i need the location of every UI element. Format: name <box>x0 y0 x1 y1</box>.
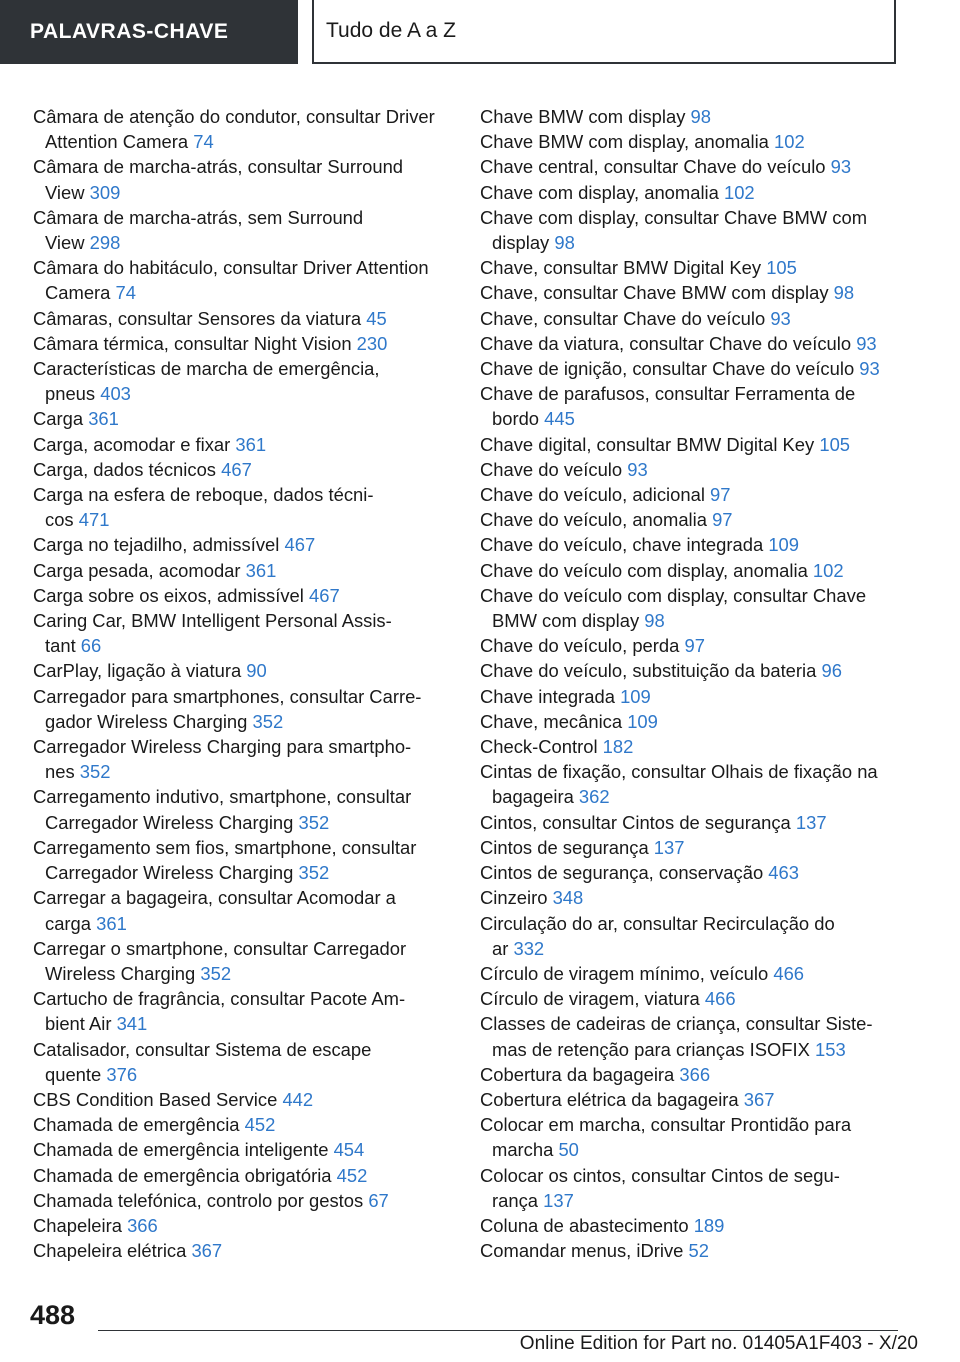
page-reference-link[interactable]: 137 <box>795 811 827 833</box>
index-entry <box>33 936 463 986</box>
index-entry-text: Catalisador, consultar Sistema de escape quente <box>33 1038 372 1085</box>
page-reference-link[interactable]: 309 <box>89 181 121 203</box>
index-entry-text: Chapeleira <box>33 1214 128 1236</box>
index-entry <box>480 860 910 885</box>
index-entry <box>480 986 910 1011</box>
page-reference-link[interactable]: 97 <box>712 509 733 531</box>
index-entry <box>33 1112 463 1137</box>
index-entry <box>480 709 910 734</box>
index-entry-text: Câmara térmica, consultar Night Vision <box>33 332 357 354</box>
index-entry-text: Chave do veículo <box>480 458 628 480</box>
index-entry <box>33 835 463 885</box>
index-entry-text: Comandar menus, iDrive <box>480 1240 689 1262</box>
index-entry <box>480 583 910 633</box>
index-entry-text: CBS Condition Based Service <box>33 1088 283 1110</box>
page-reference-link[interactable]: 466 <box>704 988 736 1010</box>
page-reference-link[interactable]: 230 <box>356 332 388 354</box>
index-entry-text: Câmara de marcha-atrás, sem Surround View <box>33 206 364 254</box>
index-entry <box>480 255 910 280</box>
index-entry-text: Carga na esfera de reboque, dados técni- cos <box>33 484 374 531</box>
page-reference-link[interactable]: 452 <box>244 1114 276 1136</box>
index-entry-text: Chave do veículo com display, anomalia <box>480 559 813 581</box>
index-entry-text: Chamada de emergência <box>33 1114 245 1136</box>
index-entry-text: Carregador Wireless Charging para smartpho- nes <box>33 736 412 783</box>
index-entry <box>33 608 463 658</box>
index-entry <box>480 306 910 331</box>
index-entry <box>480 432 910 457</box>
index-entry <box>33 1087 463 1112</box>
index-entry <box>33 154 463 204</box>
index-entry-text: Chave do veículo, substituição da bateria <box>480 660 822 682</box>
page-reference-link[interactable]: 366 <box>679 1063 711 1085</box>
index-entry-text: Chave BMW com display, anomalia <box>480 131 775 153</box>
index-entry <box>33 205 463 255</box>
index-entry-text: Chave de ignição, consultar Chave do veículo <box>480 358 860 380</box>
footer-edition <box>520 1333 918 1355</box>
index-entry-text: Chapeleira elétrica <box>33 1240 192 1262</box>
page-reference-link[interactable]: 105 <box>766 257 797 279</box>
section-title: Tudo de A a Z <box>312 0 896 64</box>
page-reference-link[interactable]: 361 <box>245 559 277 581</box>
index-column-left <box>33 104 463 1263</box>
page-reference-link[interactable]: 98 <box>644 610 665 632</box>
index-entry <box>480 759 910 809</box>
page-reference-link[interactable]: 463 <box>768 862 799 884</box>
index-entry-text: Cintas de fixação, consultar Olhais de fixação na bagageira <box>480 761 878 808</box>
index-entry <box>33 457 463 482</box>
index-entry <box>480 381 910 431</box>
index-entry-text: Chave do veículo, chave integrada <box>480 534 769 556</box>
index-entry-text: Círculo de viragem mínimo, veículo <box>480 962 774 984</box>
index-entry-text: Chave com display, consultar Chave BMW com display <box>480 206 868 254</box>
index-entry <box>480 482 910 507</box>
index-entry <box>480 1213 910 1238</box>
index-entry-text: CarPlay, ligação à viatura <box>33 660 247 682</box>
page-reference-link[interactable]: 467 <box>308 584 340 606</box>
index-entry <box>33 104 463 154</box>
index-entry <box>480 633 910 658</box>
index-entry <box>480 1112 910 1162</box>
page-reference-link[interactable]: 153 <box>815 1038 846 1060</box>
page-reference-link[interactable]: 52 <box>688 1240 709 1262</box>
page-reference-link[interactable]: 362 <box>578 786 610 808</box>
page-reference-link[interactable]: 109 <box>768 534 799 556</box>
page-reference-link[interactable]: 137 <box>653 836 685 858</box>
chapter-tab: PALAVRAS-CHAVE <box>0 0 298 64</box>
index-entry-text: Chave da viatura, consultar Chave do veículo <box>480 332 857 354</box>
index-entry-text: Chave, mecânica <box>480 710 628 732</box>
index-entry <box>33 684 463 734</box>
footer-divider <box>98 1330 898 1331</box>
page-reference-link[interactable]: 367 <box>191 1240 223 1262</box>
index-entry <box>33 784 463 834</box>
index-entry-text: Classes de cadeiras de criança, consultar Siste- mas de retenção para crianças ISOFIX <box>480 1013 873 1060</box>
page-reference-link[interactable]: 445 <box>544 408 575 430</box>
page-reference-link[interactable]: 93 <box>770 307 791 329</box>
page-reference-link[interactable]: 93 <box>859 358 880 380</box>
index-entry <box>33 1137 463 1162</box>
page-reference-link[interactable]: 98 <box>554 232 575 254</box>
page-reference-link[interactable]: 367 <box>743 1088 775 1110</box>
index-entry-text: Cartucho de fragrância, consultar Pacote Am- bient Air <box>33 988 406 1035</box>
index-entry <box>33 1238 463 1263</box>
index-entry <box>480 1062 910 1087</box>
index-entry-text: Chave BMW com display <box>480 106 691 127</box>
page-reference-link[interactable]: 66 <box>80 635 102 657</box>
index-entry-text: Chave do veículo, adicional <box>480 484 711 506</box>
index-entry <box>33 658 463 683</box>
index-entry <box>480 180 910 205</box>
index-entry <box>33 532 463 557</box>
index-entry-text: Círculo de viragem, viatura <box>480 988 705 1010</box>
page-reference-link[interactable]: 352 <box>252 710 284 732</box>
index-entry <box>480 911 910 961</box>
edition-text: Online Edition for Part no. 01405A1F403 - X/20 <box>519 1333 918 1354</box>
index-entry <box>480 280 910 305</box>
page-reference-link[interactable]: 361 <box>96 912 127 934</box>
index-entry-text: Carga no tejadilho, admissível <box>33 534 285 556</box>
index-entry <box>33 331 463 356</box>
index-entry <box>480 356 910 381</box>
index-entry-text: Cintos de segurança <box>480 836 654 858</box>
index-entry <box>480 507 910 532</box>
page-number: 488 <box>30 1300 76 1330</box>
page-reference-link[interactable]: 298 <box>89 232 121 254</box>
index-entry <box>480 154 910 179</box>
index-entry <box>480 835 910 860</box>
page-reference-link[interactable]: 366 <box>127 1214 158 1236</box>
page-reference-link[interactable]: 361 <box>88 408 119 430</box>
page-reference-link[interactable]: 102 <box>812 559 844 581</box>
page-reference-link[interactable]: 90 <box>246 660 267 682</box>
index-entry <box>480 1238 910 1263</box>
index-entry-text: Câmara de atenção do condutor, consultar Driver Attention Camera <box>33 106 435 153</box>
index-entry <box>480 1087 910 1112</box>
page-reference-link[interactable]: 93 <box>830 156 852 178</box>
page-reference-link[interactable]: 137 <box>543 1189 574 1211</box>
page-reference-link[interactable]: 442 <box>282 1088 314 1110</box>
index-entry-text: Câmara do habitáculo, consultar Driver Attention Camera <box>33 257 429 304</box>
index-entry <box>33 558 463 583</box>
index-entry-text: Carga, dados técnicos <box>33 458 222 480</box>
index-entry <box>480 457 910 482</box>
index-entry-text: Chave com display, anomalia <box>480 181 724 203</box>
index-entry <box>480 205 910 255</box>
index-entry <box>480 331 910 356</box>
index-entry <box>480 684 910 709</box>
index-entry-text: Carregador para smartphones, consultar Carre- gador Wireless Charging <box>33 685 422 732</box>
page-reference-link[interactable]: 352 <box>298 862 330 884</box>
index-entry <box>480 104 910 129</box>
index-entry-text: Chave do veículo com display, consultar Chave BMW com display <box>480 584 867 632</box>
index-entry <box>33 583 463 608</box>
index-entry-text: Caring Car, BMW Intelligent Personal Assis- tant <box>33 610 392 657</box>
page-reference-link[interactable]: 182 <box>602 736 634 758</box>
index-entry <box>33 406 463 431</box>
page-reference-link[interactable]: 98 <box>690 106 712 127</box>
page-reference-link[interactable]: 189 <box>693 1214 725 1236</box>
index-entry-text: Chave do veículo, anomalia <box>480 509 713 531</box>
index-entry <box>33 255 463 305</box>
page-reference-link[interactable]: 454 <box>333 1139 365 1161</box>
index-entry-text: Cintos, consultar Cintos de segurança <box>480 811 796 833</box>
page-reference-link[interactable]: 97 <box>710 484 731 506</box>
page-reference-link[interactable]: 105 <box>819 433 851 455</box>
page-reference-link[interactable]: 45 <box>366 307 387 329</box>
index-entry <box>33 885 463 935</box>
page-reference-link[interactable]: 93 <box>856 332 877 354</box>
page-reference-link[interactable]: 109 <box>620 685 651 707</box>
page-reference-link[interactable]: 96 <box>821 660 842 682</box>
index-entry-text: Chave do veículo, perda <box>480 635 685 657</box>
page-reference-link[interactable]: 467 <box>284 534 316 556</box>
index-entry <box>33 306 463 331</box>
index-entry-text: Carga, acomodar e fixar <box>33 433 236 455</box>
index-entry-text: Cobertura da bagageira <box>480 1063 680 1085</box>
index-entry-text: Carregar o smartphone, consultar Carregador Wireless Charging <box>33 937 407 984</box>
index-entry <box>33 356 463 406</box>
index-entry-text: Chamada de emergência obrigatória <box>33 1164 337 1186</box>
index-entry <box>480 658 910 683</box>
index-entry-text: Check-Control <box>480 736 603 758</box>
page-reference-link[interactable]: 466 <box>773 962 805 984</box>
index-entry-text: Características de marcha de emergência, pneus <box>33 358 380 405</box>
index-entry <box>480 129 910 154</box>
index-entry-text: Chave digital, consultar BMW Digital Key <box>480 433 820 455</box>
index-entry <box>480 558 910 583</box>
index-entry-text: Chave de parafusos, consultar Ferramenta de bordo <box>480 383 856 430</box>
index-entry <box>480 810 910 835</box>
page-reference-link[interactable]: 102 <box>723 181 755 203</box>
page-reference-link[interactable]: 352 <box>298 811 330 833</box>
index-entry-text: Carga sobre os eixos, admissível <box>33 584 309 606</box>
index-entry-text: Cobertura elétrica da bagageira <box>480 1088 744 1110</box>
index-entry-text: Cintos de segurança, conservação <box>480 862 769 884</box>
index-entry <box>33 734 463 784</box>
page-reference-link[interactable]: 332 <box>513 937 545 959</box>
index-entry <box>33 432 463 457</box>
index-entry <box>480 1011 910 1061</box>
index-entry <box>480 1163 910 1213</box>
index-entry-text: Chave, consultar Chave BMW com display <box>480 282 834 304</box>
page-reference-link[interactable]: 74 <box>193 131 214 153</box>
page-reference-link[interactable]: 50 <box>558 1139 579 1161</box>
page-reference-link[interactable]: 67 <box>368 1189 389 1211</box>
index-entry-text: Carregamento sem fios, smartphone, consultar Carregador Wireless Charging <box>33 836 417 884</box>
index-entry <box>33 1163 463 1188</box>
index-entry-text: Câmaras, consultar Sensores da viatura <box>33 307 367 329</box>
page-reference-link[interactable]: 74 <box>115 282 136 304</box>
index-entry-text: Cinzeiro <box>480 887 553 909</box>
index-entry <box>480 532 910 557</box>
page-reference-link[interactable]: 352 <box>200 962 232 984</box>
index-entry-text: Chave, consultar Chave do veículo <box>480 307 771 329</box>
index-entry <box>480 885 910 910</box>
index-entry-text: Carga pesada, acomodar <box>33 559 246 581</box>
page-reference-link[interactable]: 102 <box>774 131 805 153</box>
index-column-right <box>480 104 910 1263</box>
index-entry-text: Chave central, consultar Chave do veículo <box>480 156 831 178</box>
index-entry-text: Chave, consultar BMW Digital Key <box>480 257 767 279</box>
page-header <box>0 0 960 66</box>
index-entry-text: Colocar os cintos, consultar Cintos de segu- rança <box>480 1164 840 1211</box>
index-entry-text: Chamada de emergência inteligente <box>33 1139 334 1161</box>
index-entry-text: Circulação do ar, consultar Recirculação do ar <box>480 912 835 959</box>
page-reference-link[interactable]: 403 <box>100 383 131 405</box>
page-reference-link[interactable]: 467 <box>221 458 252 480</box>
page-reference-link[interactable]: 348 <box>552 887 584 909</box>
page-reference-link[interactable]: 352 <box>79 761 111 783</box>
index-entry-text: Câmara de marcha-atrás, consultar Surround View <box>33 156 404 203</box>
page-reference-link[interactable]: 341 <box>116 1013 148 1035</box>
index-entry-text: Chamada telefónica, controlo por gestos <box>33 1189 369 1211</box>
index-entry-text: Colocar em marcha, consultar Prontidão para marcha <box>480 1114 852 1161</box>
page-reference-link[interactable]: 93 <box>627 458 648 480</box>
index-entry-text: Carregar a bagageira, consultar Acomodar a carga <box>33 887 396 934</box>
page-reference-link[interactable]: 98 <box>833 282 855 304</box>
index-entry-text: Carga <box>33 408 89 430</box>
page-reference-link[interactable]: 471 <box>78 509 110 531</box>
page-reference-link[interactable]: 97 <box>684 635 705 657</box>
index-entry-text: Chave integrada <box>480 685 621 707</box>
page-reference-link[interactable]: 452 <box>336 1164 368 1186</box>
index-entry-text: Carregamento indutivo, smartphone, consultar Carregador Wireless Charging <box>33 786 412 833</box>
index-entry <box>33 1188 463 1213</box>
index-entry <box>33 1213 463 1238</box>
index-entry <box>33 482 463 532</box>
index-entry <box>480 961 910 986</box>
page-reference-link[interactable]: 361 <box>235 433 267 455</box>
index-entry <box>33 1037 463 1087</box>
index-entry-text: Coluna de abastecimento <box>480 1214 694 1236</box>
index-entry <box>480 734 910 759</box>
page-reference-link[interactable]: 376 <box>106 1063 138 1085</box>
index-entry <box>33 986 463 1036</box>
page-reference-link[interactable]: 109 <box>627 710 658 732</box>
